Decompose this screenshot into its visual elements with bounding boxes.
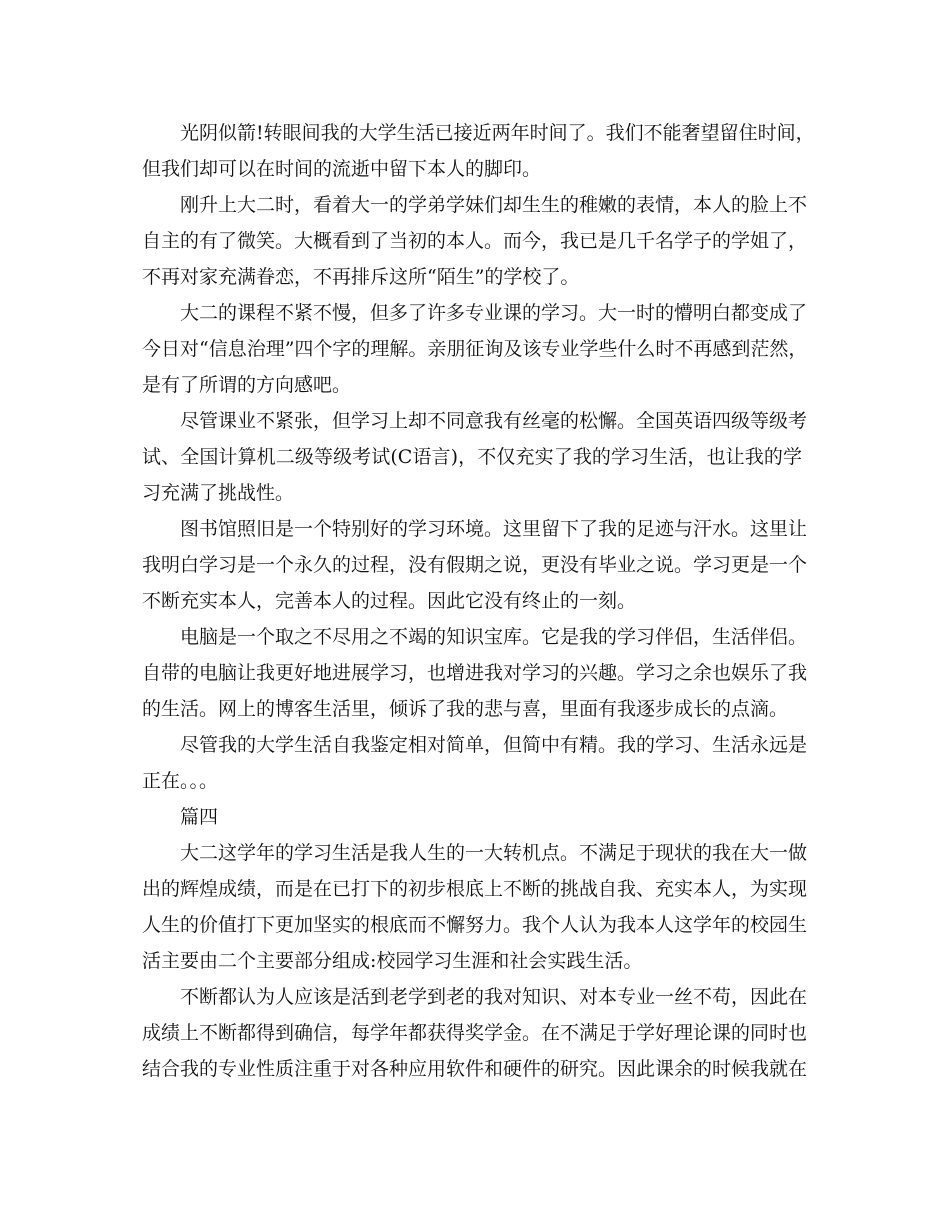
text-line: 刚升上大二时，看着大一的学弟学妹们却生生的稚嫩的表情，本人的脸上不 [180, 194, 808, 216]
text-line: 大二这学年的学习生活是我人生的一大转机点。不满足于现状的我在大一做 [180, 842, 808, 864]
text-line: 尽管我的大学生活自我鉴定相对简单，但简中有精。我的学习、生活永远是 [180, 734, 808, 756]
text-line: 不断充实本人，完善本人的过程。因此它没有终止的一刻。 [142, 590, 637, 612]
text-line: 但我们却可以在时间的流逝中留下本人的脚印。 [142, 158, 542, 180]
text-line: 成绩上不断都得到确信，每学年都获得奖学金。在不满足于学好理论课的同时也 [142, 1022, 808, 1044]
text-line: 光阴似箭!转眼间我的大学生活已接近两年时间了。我们不能奢望留住时间， [180, 122, 815, 144]
text-line: 出的辉煌成绩，而是在已打下的初步根底上不断的挑战自我、充实本人，为实现 [142, 878, 808, 900]
text-line: 不断都认为人应该是活到老学到老的我对知识、对本专业一丝不苟，因此在 [180, 986, 808, 1008]
text-line: 不再对家充满眷恋，不再排斥这所“陌生”的学校了。 [142, 266, 580, 288]
text-line: 试、全国计算机二级等级考试(C语言)，不仅充实了我的学习生活，也让我的学 [142, 446, 802, 468]
text-line: 习充满了挑战性。 [142, 482, 295, 504]
text-line: 今日对“信息治理”四个字的理解。亲朋征询及该专业学些什么时不再感到茫然， [142, 338, 808, 360]
text-line: 活主要由二个主要部分组成:校园学习生涯和社会实践生活。 [142, 950, 643, 972]
text-line: 是有了所谓的方向感吧。 [142, 374, 352, 396]
document-body [142, 115, 815, 1087]
text-line: 人生的价值打下更加坚实的根底而不懈努力。我个人认为我本人这学年的校园生 [142, 914, 808, 936]
text-line: 大二的课程不紧不慢，但多了许多专业课的学习。大一时的懵明白都变成了 [180, 302, 808, 324]
text-line: 电脑是一个取之不尽用之不竭的知识宝库。它是我的学习伴侣，生活伴侣。 [180, 626, 808, 648]
text-line: 自带的电脑让我更好地进展学习，也增进我对学习的兴趣。学习之余也娱乐了我 [142, 662, 808, 684]
text-line: 自主的有了微笑。大概看到了当初的本人。而今，我已是几千名学子的学姐了， [142, 230, 808, 252]
text-line: 图书馆照旧是一个特别好的学习环境。这里留下了我的足迹与汗水。这里让 [180, 518, 808, 540]
text-line: 结合我的专业性质注重于对各种应用软件和硬件的研究。因此课余的时候我就在 [142, 1058, 808, 1080]
text-line: 的生活。网上的博客生活里，倾诉了我的悲与喜，里面有我逐步成长的点滴。 [142, 698, 789, 720]
text-line: 篇四 [180, 806, 219, 828]
text-line: 尽管课业不紧张，但学习上却不同意我有丝毫的松懈。全国英语四级等级考 [180, 410, 808, 432]
text-line: 我明白学习是一个永久的过程，没有假期之说，更没有毕业之说。学习更是一个 [142, 554, 808, 576]
text-line: 正在。。。 [142, 770, 219, 792]
